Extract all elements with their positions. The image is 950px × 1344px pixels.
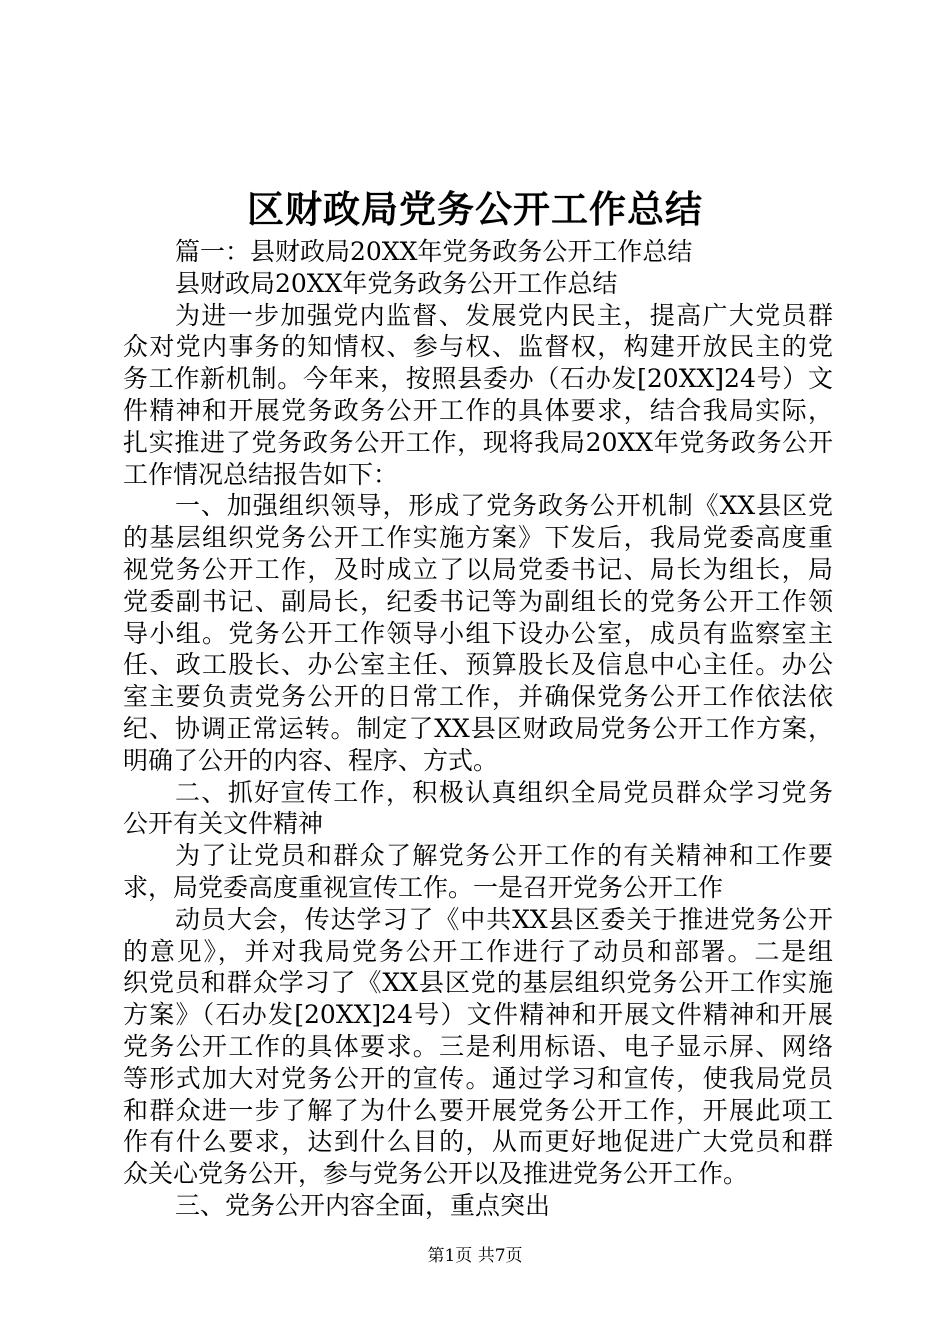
text-line: 为了让党员和群众了解党务公开工作的有关精神和工作要 — [175, 841, 833, 871]
text-line: 织党员和群众学习了《XX县区党的基层组织党务公开工作实施 — [123, 968, 833, 998]
text-line: 务工作新机制。今年来，按照县委办（石办发[20XX]24号）文 — [123, 364, 833, 394]
page-footer: 第1页 共7页 — [427, 1246, 523, 1266]
text-line: 件精神和开展党务政务公开工作的具体要求，结合我局实际， — [123, 395, 833, 425]
document-body — [123, 236, 833, 1222]
text-line: 众对党内事务的知情权、参与权、监督权，构建开放民主的党 — [123, 332, 833, 362]
text-line: 求，局党委高度重视宣传工作。一是召开党务公开工作 — [123, 872, 724, 902]
text-line: 工作情况总结报告如下： — [123, 459, 399, 489]
text-line: 等形式加大对党务公开的宣传。通过学习和宣传，使我局党员 — [123, 1063, 833, 1093]
text-line: 县财政局20XX年党务政务公开工作总结 — [175, 268, 618, 298]
text-line: 一、加强组织领导，形成了党务政务公开机制《XX县区党 — [175, 491, 833, 521]
text-line: 方案》（石办发[20XX]24号）文件精神和开展文件精神和开展 — [123, 1000, 833, 1030]
text-line: 为进一步加强党内监督、发展党内民主，提高广大党员群 — [175, 300, 833, 330]
text-line: 党务公开工作的具体要求。三是利用标语、电子显示屏、网络 — [123, 1031, 833, 1061]
text-line: 党委副书记、副局长，纪委书记等为副组长的党务公开工作领 — [123, 586, 833, 616]
text-line: 众关心党务公开，参与党务公开以及推进党务公开工作。 — [123, 1159, 749, 1189]
text-line: 动员大会，传达学习了《中共XX县区委关于推进党务公开 — [175, 904, 833, 934]
text-line: 任、政工股长、办公室主任、预算股长及信息中心主任。办公 — [123, 650, 833, 680]
text-line: 二、抓好宣传工作，积极认真组织全局党员群众学习党务 — [175, 777, 833, 807]
text-line: 明确了公开的内容、程序、方式。 — [123, 745, 499, 775]
text-line: 的意见》，并对我局党务公开工作进行了动员和部署。二是组 — [123, 936, 833, 966]
text-line: 的基层组织党务公开工作实施方案》下发后，我局党委高度重 — [123, 523, 833, 553]
text-line: 作有什么要求，达到什么目的，从而更好地促进广大党员和群 — [123, 1127, 833, 1157]
text-line: 篇一：县财政局20XX年党务政务公开工作总结 — [175, 237, 693, 266]
text-line: 和群众进一步了解了为什么要开展党务公开工作，开展此项工 — [123, 1095, 833, 1125]
text-line: 导小组。党务公开工作领导小组下设办公室，成员有监察室主 — [123, 618, 833, 648]
text-line: 纪、协调正常运转。制定了XX县区财政局党务公开工作方案， — [123, 713, 833, 743]
text-line: 扎实推进了党务政务公开工作，现将我局20XX年党务政务公开 — [123, 427, 833, 457]
text-line: 室主要负责党务公开的日常工作，并确保党务公开工作依法依 — [123, 682, 833, 712]
text-line: 公开有关文件精神 — [123, 809, 324, 839]
text-line: 视党务公开工作，及时成立了以局党委书记、局长为组长，局 — [123, 554, 833, 584]
document-title: 区财政局党务公开工作总结 — [247, 187, 703, 231]
text-line: 三、党务公开内容全面，重点突出 — [175, 1190, 551, 1220]
